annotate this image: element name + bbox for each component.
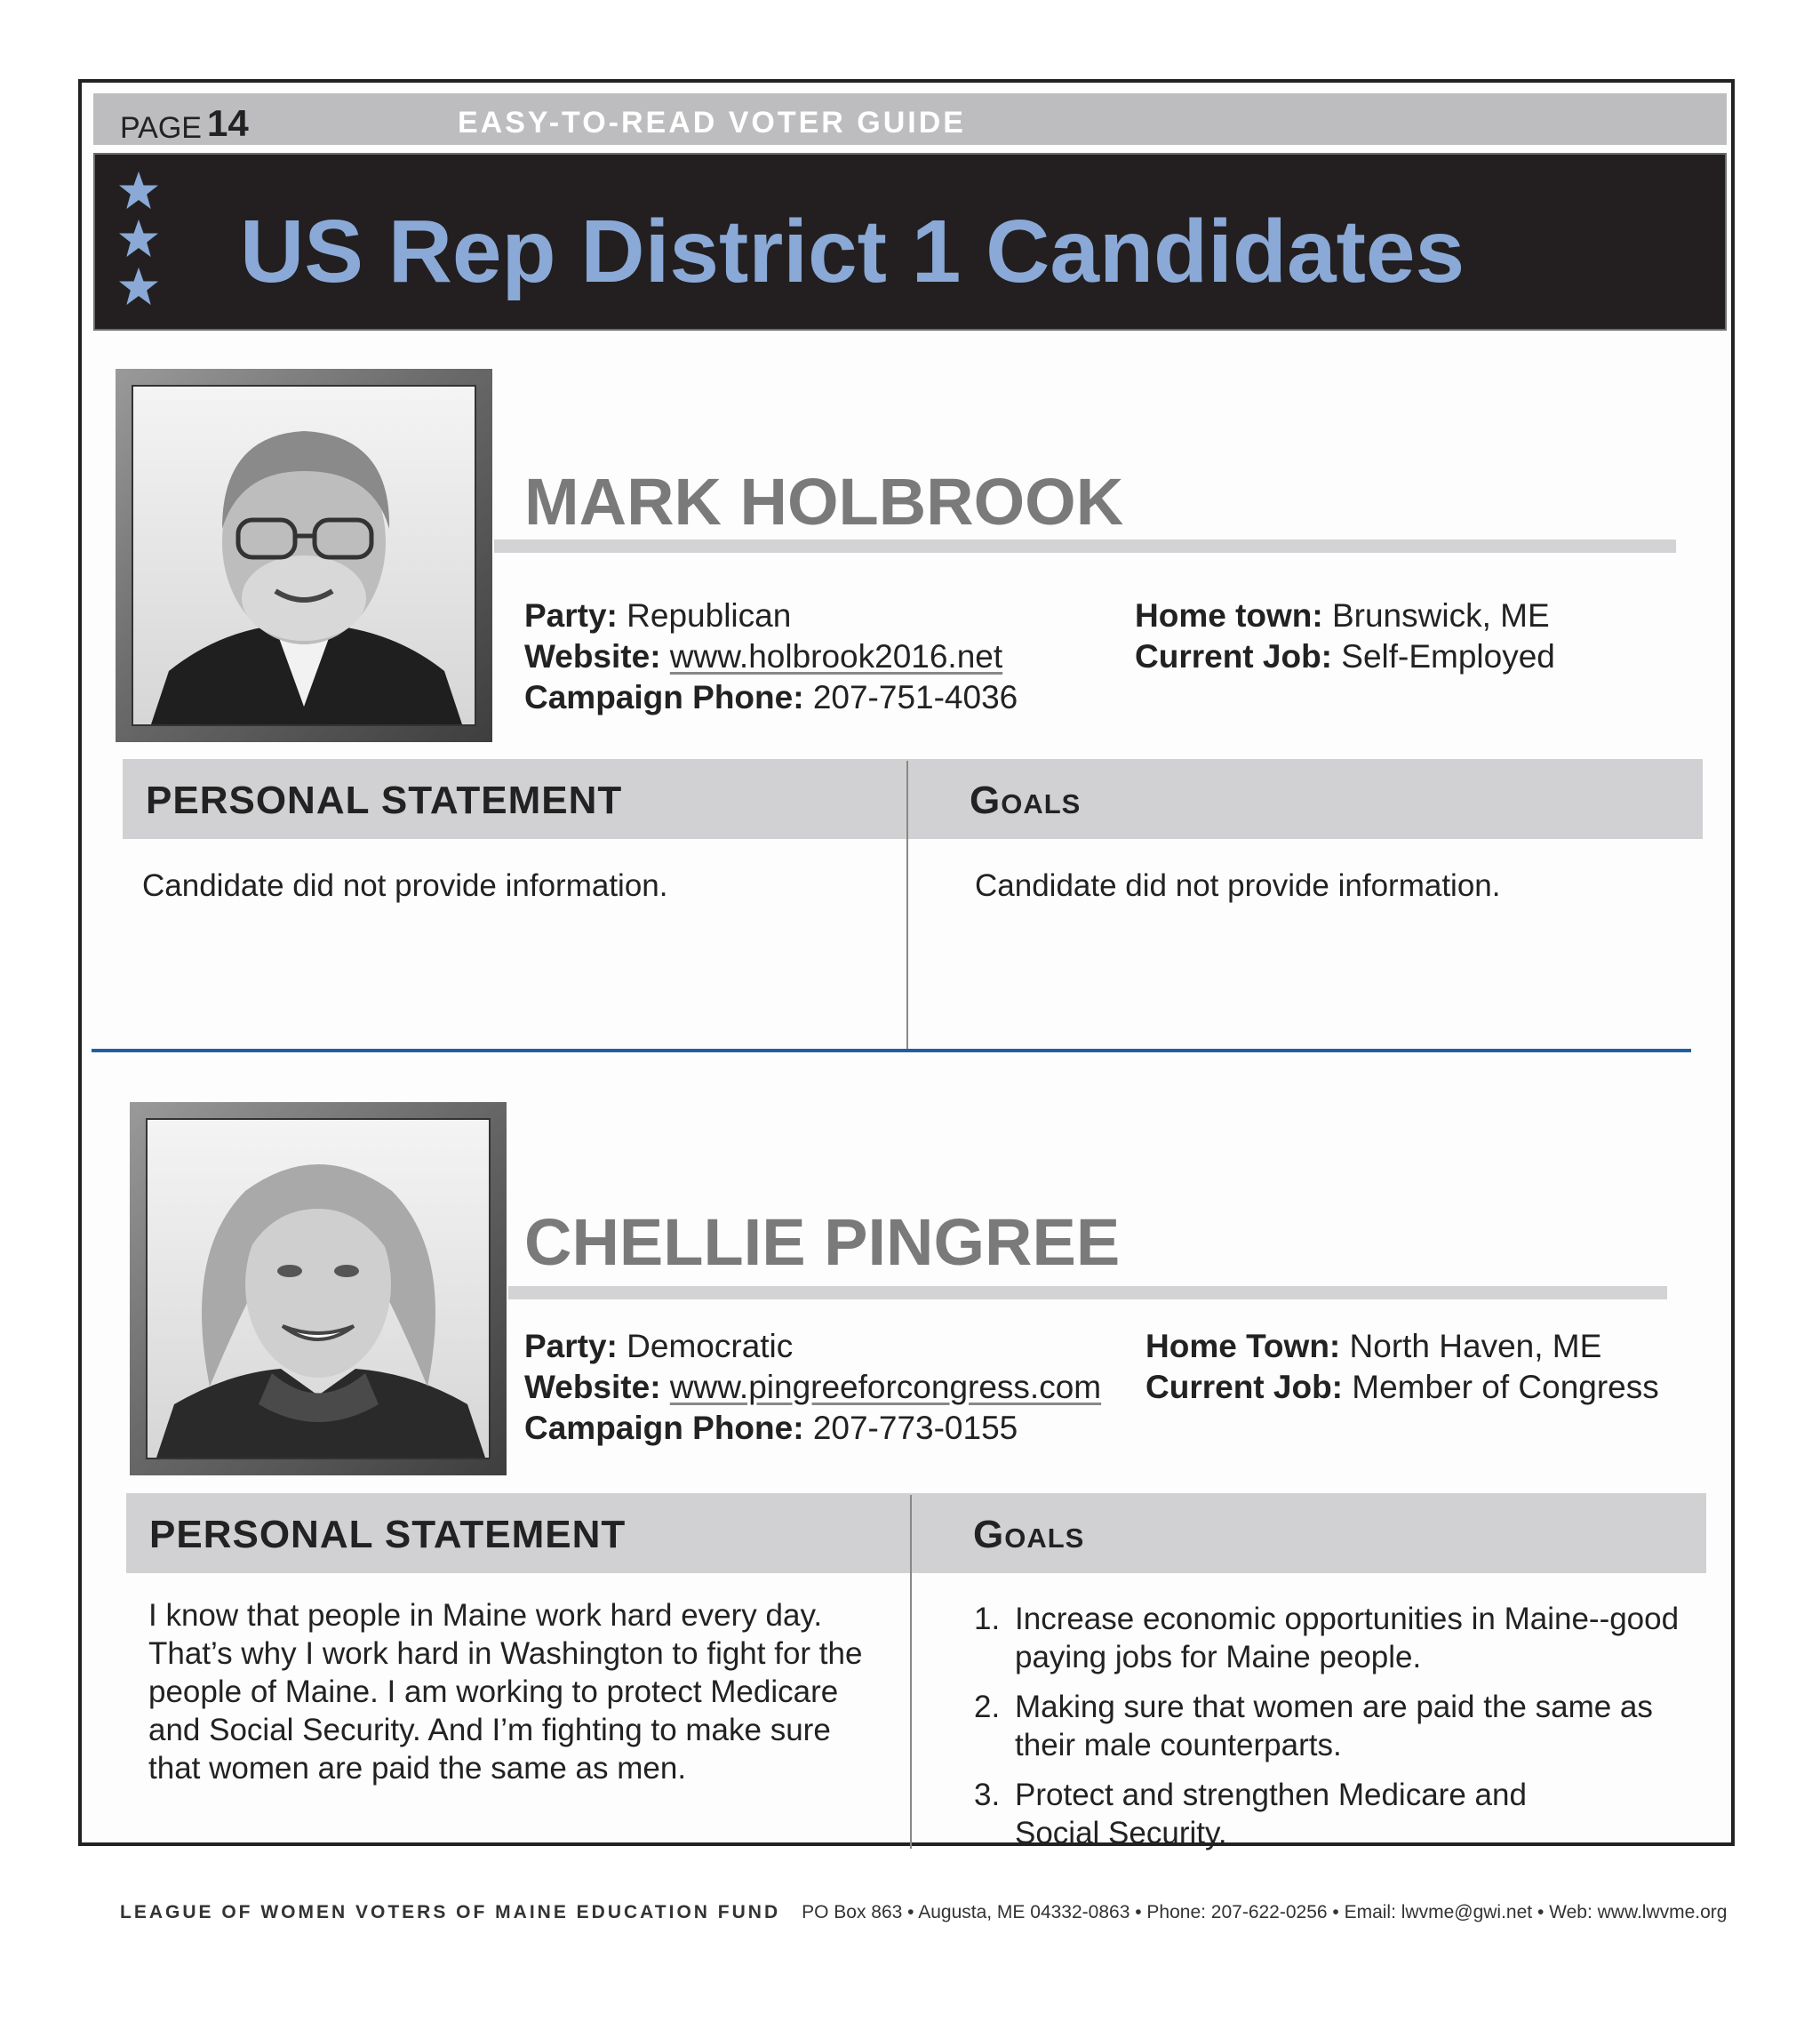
website-link[interactable]: www.pingreeforcongress.com	[669, 1369, 1102, 1405]
footer	[120, 1902, 1727, 1923]
star-icon	[118, 267, 159, 306]
goal-line: Protect and strengthen Medicare and	[1015, 1778, 1527, 1812]
name-underline	[508, 1286, 1667, 1299]
goal-number: 2.	[974, 1690, 1001, 1724]
candidate-details-right	[1145, 1326, 1659, 1408]
statement-line: people of Maine. I am working to protect Medicare	[148, 1674, 839, 1709]
party-value: Republican	[627, 597, 792, 634]
portrait-man	[133, 387, 475, 724]
goal-line: Social Security.	[1015, 1816, 1227, 1850]
goal-number: 1.	[974, 1602, 1001, 1636]
goal-item	[974, 1600, 1712, 1676]
section-header-row	[126, 1493, 1706, 1573]
goal-item	[974, 1776, 1712, 1852]
goals-heading: Goals	[973, 1513, 1085, 1556]
candidate-details-right	[1135, 595, 1555, 677]
website-label: Website:	[524, 638, 661, 675]
job-value: Self-Employed	[1341, 638, 1555, 675]
goal-line: paying jobs for Maine people.	[1015, 1640, 1422, 1674]
job-value: Member of Congress	[1352, 1369, 1659, 1405]
stars-decoration	[118, 171, 163, 315]
phone-value: 207-751-4036	[812, 679, 1018, 715]
phone-label: Campaign Phone:	[524, 679, 804, 715]
website-label: Website:	[524, 1369, 661, 1405]
personal-statement-heading: PERSONAL STATEMENT	[149, 1513, 627, 1556]
footer-contact: PO Box 863 • Augusta, ME 04332-0863 • Phone: 207-622-0256 • Email: lwvme@gwi.net • Web: www.lwvme.org	[802, 1902, 1728, 1922]
section-header-row	[123, 759, 1703, 839]
footer-org: LEAGUE OF WOMEN VOTERS OF MAINE EDUCATION FUND	[120, 1902, 781, 1922]
portrait-woman	[148, 1120, 489, 1458]
goals-list	[974, 1600, 1712, 1864]
hometown-label: Home Town:	[1145, 1328, 1341, 1364]
title-banner	[93, 153, 1727, 331]
candidate-details-left	[524, 1326, 1101, 1449]
hometown-value: North Haven, ME	[1349, 1328, 1602, 1364]
goal-line: Increase economic opportunities in Maine--good	[1015, 1602, 1680, 1636]
party-label: Party:	[524, 1328, 618, 1364]
statement-line: and Social Security. And I’m fighting to make sure	[148, 1713, 831, 1747]
top-bar	[93, 93, 1727, 145]
hometown-value: Brunswick, ME	[1331, 597, 1550, 634]
statement-line: I know that people in Maine work hard every day.	[148, 1598, 823, 1633]
statement-line: that women are paid the same as men.	[148, 1751, 687, 1786]
page-indicator	[120, 104, 249, 147]
personal-statement-text	[148, 1596, 862, 1787]
phone-value: 207-773-0155	[812, 1410, 1018, 1446]
statement-line: That’s why I work hard in Washington to fight for the	[148, 1636, 863, 1671]
star-icon	[118, 219, 159, 258]
column-divider	[910, 1495, 912, 1849]
personal-statement-heading: PERSONAL STATEMENT	[146, 779, 623, 822]
star-icon	[118, 171, 159, 210]
page-label: PAGE	[120, 111, 202, 145]
candidate-name: MARK HOLBROOK	[524, 465, 1124, 539]
party-value: Democratic	[627, 1328, 794, 1364]
candidate-separator	[92, 1049, 1691, 1052]
phone-label: Campaign Phone:	[524, 1410, 804, 1446]
candidate-name: CHELLIE PINGREE	[524, 1205, 1121, 1279]
name-underline	[494, 539, 1676, 553]
page-title: US Rep District 1 Candidates	[240, 202, 1465, 301]
candidate-details-left	[524, 595, 1018, 718]
personal-statement-text: Candidate did not provide information.	[142, 868, 668, 903]
column-divider	[906, 761, 908, 1049]
goals-heading: Goals	[970, 779, 1082, 822]
goal-line: Making sure that women are paid the same as	[1015, 1690, 1653, 1724]
candidate-photo-pingree	[130, 1102, 507, 1475]
goal-line: their male counterparts.	[1015, 1728, 1342, 1762]
job-label: Current Job:	[1135, 638, 1332, 675]
goal-item	[974, 1688, 1712, 1764]
page-number: 14	[206, 102, 249, 144]
hometown-label: Home town:	[1135, 597, 1323, 634]
party-label: Party:	[524, 597, 618, 634]
goal-number: 3.	[974, 1778, 1001, 1812]
website-link[interactable]: www.holbrook2016.net	[669, 638, 1003, 675]
candidate-photo-holbrook	[116, 369, 492, 742]
job-label: Current Job:	[1145, 1369, 1343, 1405]
goals-text: Candidate did not provide information.	[975, 868, 1501, 903]
guide-title: EASY-TO-READ VOTER GUIDE	[458, 106, 966, 140]
